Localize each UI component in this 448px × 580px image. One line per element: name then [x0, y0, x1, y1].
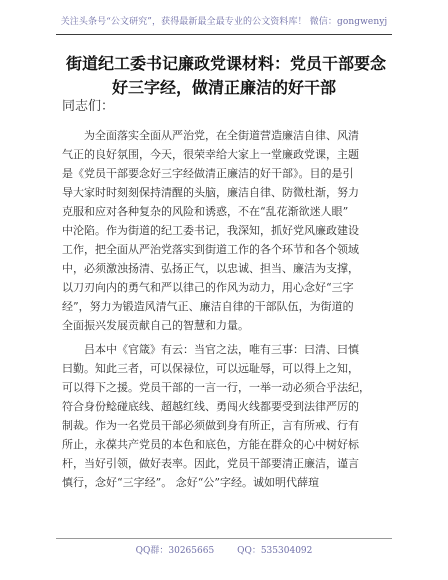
- footer-qq-group: QQ群：30265665: [135, 546, 215, 556]
- text-line: 工作，把全面从严治党落实到街道工作的各个环节和各个领域: [62, 243, 359, 256]
- text-line: 杆，当好引领，做好表率。因此，党员干部要清正廉洁，谨言: [62, 457, 359, 470]
- document-body: [62, 126, 387, 492]
- header-divider: [56, 34, 392, 35]
- title-line-2: 好三字经，做清正廉洁的好干部: [111, 78, 336, 97]
- footer: [0, 544, 448, 558]
- footer-qq: QQ：535304092: [237, 546, 313, 556]
- text-line: 是《党员干部要念好三字经做清正廉洁的好干部》。目的是引: [62, 167, 354, 180]
- text-line: 所止，永葆共产党员的本色和底色，方能在群众的心中树好标: [62, 438, 359, 451]
- text-line: 克服和应对各种复杂的风险和诱惑，不在“乱花渐欲迷人眼”: [62, 205, 349, 218]
- text-line: 可以得下之援。党员干部的一言一行，一举一动必须合乎法纪，: [62, 381, 370, 394]
- text-line: 导大家时时刻刻保持清醒的头脑，廉洁自律、防微杜渐，努力: [62, 186, 359, 199]
- text-line: 吕本中《官箴》有云：当官之法，唯有三事：曰清、曰慎: [84, 343, 359, 356]
- document-title: [66, 52, 387, 100]
- text-line: 曰勤。知此三者，可以保禄位，可以远耻辱，可以得上之知，: [62, 362, 359, 375]
- text-line: 气正的良好氛围，今天，很荣幸给大家上一堂廉政党课，主题: [62, 148, 359, 161]
- text-line: 全面振兴发展贡献自己的智慧和力量。: [62, 319, 249, 332]
- text-line: 中沦陷。作为街道的纪工委书记，我深知，抓好党风廉政建设: [62, 224, 359, 237]
- text-line: 为全面落实全面从严治党，在全街道营造廉洁自律、风清: [84, 129, 359, 142]
- text-line: 制裁。作为一名党员干部必须做到身有所正，言有所戒、行有: [62, 419, 359, 432]
- text-line: 经”，努力为锻造风清气正、廉洁自律的干部队伍，为街道的: [62, 300, 354, 313]
- header-banner: 关注头条号“公文研究”，获得最新最全最专业的公文资料库！ 微信：gongwenyj: [60, 17, 388, 27]
- paragraph-2: [62, 340, 387, 492]
- text-line: 慎行，念好“三字经”。 念好“公”字经。诚如明代薛瑄: [62, 476, 319, 489]
- text-line: 符合身份鲶碰底线、超越红线、勇闯火线都要受到法律严厉的: [62, 400, 359, 413]
- footer-divider: [56, 538, 392, 539]
- text-line: 中，必须激浊扬清、弘扬正气，以忠诚、担当、廉洁为支撑，: [62, 262, 359, 275]
- text-line: 以刀刃向内的勇气和严以律己的作风为动力，用心念好“三字: [62, 281, 354, 294]
- paragraph-1: [62, 126, 387, 335]
- title-line-1: 街道纪工委书记廉政党课材料：党员干部要念: [66, 54, 387, 73]
- salutation: 同志们：: [62, 99, 115, 114]
